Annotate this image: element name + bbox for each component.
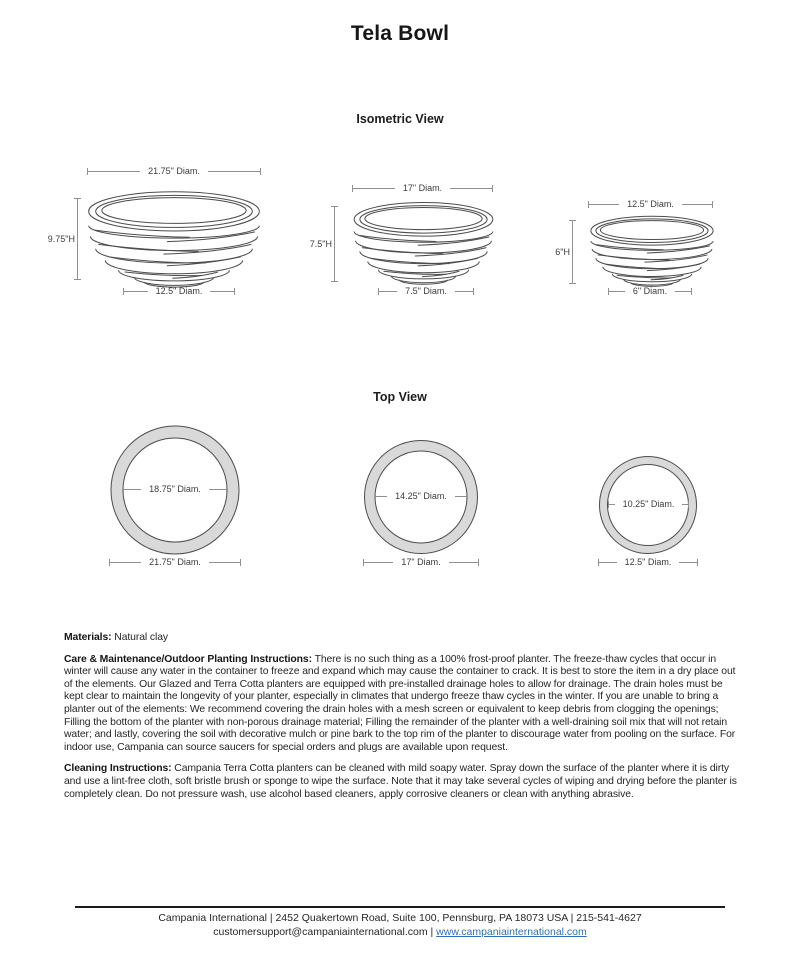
dim-line [450, 188, 492, 189]
dim-tick [712, 201, 713, 208]
dim-line [110, 562, 141, 563]
dim-line [77, 198, 78, 280]
dim-tick [331, 206, 338, 207]
footer-website-link[interactable]: www.campaniainternational.com [436, 926, 587, 938]
top-view-heading: Top View [373, 390, 427, 404]
ring2-inner-diameter-dim [375, 492, 467, 501]
dim-label: 12.5" Diam. [627, 199, 674, 209]
footer-links-line [0, 926, 800, 938]
dim-line [609, 291, 625, 292]
dim-label: 6" Diam. [632, 286, 668, 296]
materials-label: Materials: [64, 632, 112, 643]
footer-divider [75, 906, 725, 908]
dim-line [455, 291, 473, 292]
dim-line [682, 204, 712, 205]
dim-label: 6"H [555, 247, 570, 257]
dim-tick [226, 486, 227, 493]
dim-line [88, 171, 140, 172]
dim-tick [688, 501, 689, 508]
dim-line [124, 489, 141, 490]
cleaning-paragraph [64, 763, 738, 801]
bowl3-top-diameter-dim [588, 200, 713, 209]
materials-paragraph [64, 632, 738, 645]
dim-tick [74, 198, 81, 199]
dim-line [209, 562, 240, 563]
dim-label: 9.75"H [47, 234, 75, 244]
ring3-outer-diameter-dim [598, 558, 698, 567]
dim-label: 21.75" Diam. [149, 557, 201, 567]
bowl3-bottom-diameter-dim [608, 287, 692, 296]
dim-tick [569, 220, 576, 221]
dim-line [679, 562, 697, 563]
dim-line [675, 291, 691, 292]
bowl1-height-dim [40, 198, 78, 280]
materials-value: Natural clay [111, 632, 168, 643]
dim-line [599, 562, 617, 563]
care-text: There is no such thing as a 100% frost-proof planter. The freeze-thaw cycles that occur in winter will cause any water in the container to freeze and expand which may cause the container to crack. It is best to store the item in a dry place out of the elements. Our Glazed and Terra Cotta planters are equipped with pre-installed drainage holes to allow for drainage. The drain holes must be kept clear to maintain the longevity of your planter, especially in climates that undergo freeze thaw cycles in the winter. If you are unable to bring a planter out of the elements: We recommend covering the drain holes with a mesh screen or equivalent to keep debris from clogging the openings; Filling the bottom of the planter with non-porous drainage material; Filling the remainder of the planter with a well-draining soil mix that will not retain water; and lastly, covering the soil with decorative mulch or pine bark to the top rim of the planter to discourage water from pooling on the surface. For indoor use, Campania can source saucers for special orders and plugs are available upon request. [64, 653, 736, 753]
bowl3-isometric-drawing [589, 215, 715, 287]
dim-tick [691, 288, 692, 295]
footer-email: customersupport@campaniainternational.com [213, 926, 428, 938]
dim-tick [240, 559, 241, 566]
isometric-view-heading: Isometric View [356, 112, 444, 126]
dim-label: 17" Diam. [401, 557, 441, 567]
dim-label: 7.5" Diam. [405, 286, 447, 296]
dim-line [353, 188, 395, 189]
ring3-inner-diameter-dim [608, 500, 689, 509]
dim-line [210, 291, 234, 292]
cleaning-label: Cleaning Instructions: [64, 763, 172, 775]
footer-separator: | [427, 926, 437, 938]
dim-line [455, 496, 466, 497]
dim-tick [478, 559, 479, 566]
dim-line [572, 220, 573, 284]
dim-label: 7.5"H [309, 239, 332, 249]
dim-line [589, 204, 619, 205]
ring1-inner-diameter-dim [123, 485, 227, 494]
bowl2-height-dim [297, 206, 335, 282]
dim-label: 12.5" Diam. [155, 286, 203, 296]
dim-label: 18.75" Diam. [149, 484, 201, 494]
dim-line [334, 206, 335, 282]
bowl1-top-diameter-dim [87, 167, 261, 176]
dim-label: 14.25" Diam. [395, 491, 447, 501]
dim-label: 21.75" Diam. [148, 166, 200, 176]
dim-tick [260, 168, 261, 175]
dim-line [449, 562, 478, 563]
dim-tick [466, 493, 467, 500]
bowl2-isometric-drawing [352, 201, 495, 285]
ring1-outer-diameter-dim [109, 558, 241, 567]
bowl2-bottom-diameter-dim [378, 287, 474, 296]
dim-tick [473, 288, 474, 295]
dim-tick [697, 559, 698, 566]
footer-contact-line: Campania International | 2452 Quakertown Road, Suite 100, Pennsburg, PA 18073 USA | 215-541-4627 [158, 912, 642, 924]
dim-tick [569, 283, 576, 284]
care-label: Care & Maintenance/Outdoor Planting Instructions: [64, 653, 312, 665]
dim-line [379, 291, 397, 292]
dim-line [364, 562, 393, 563]
dim-line [124, 291, 148, 292]
bowl3-height-dim [535, 220, 573, 284]
dim-line [376, 496, 387, 497]
dim-label: 17" Diam. [402, 183, 443, 193]
bowl2-top-diameter-dim [352, 184, 493, 193]
dim-tick [234, 288, 235, 295]
dim-tick [74, 279, 81, 280]
ring2-outer-diameter-dim [363, 558, 479, 567]
care-paragraph [64, 654, 738, 755]
dim-tick [492, 185, 493, 192]
dim-line [209, 489, 226, 490]
cleaning-text: Campania Terra Cotta planters can be cleaned with mild soapy water. Spray down the surface of the planter where it is dirty and use a lint-free cloth, soft bristle brush or sponge to wipe the surface. Note that it may take several cycles of wiping and drying before the planter is completely clean. Do not pressure wash, use alcohol based cleaners, apply corrosive cleaners or clean with anything abrasive. [64, 763, 737, 800]
page-title: Tela Bowl [350, 22, 450, 45]
dim-tick [331, 281, 338, 282]
dim-label: 10.25" Diam. [622, 499, 675, 509]
dim-label: 12.5" Diam. [624, 557, 672, 567]
bowl1-bottom-diameter-dim [123, 287, 235, 296]
bowl1-isometric-drawing [86, 190, 262, 288]
dim-line [208, 171, 260, 172]
details-section [64, 632, 738, 810]
